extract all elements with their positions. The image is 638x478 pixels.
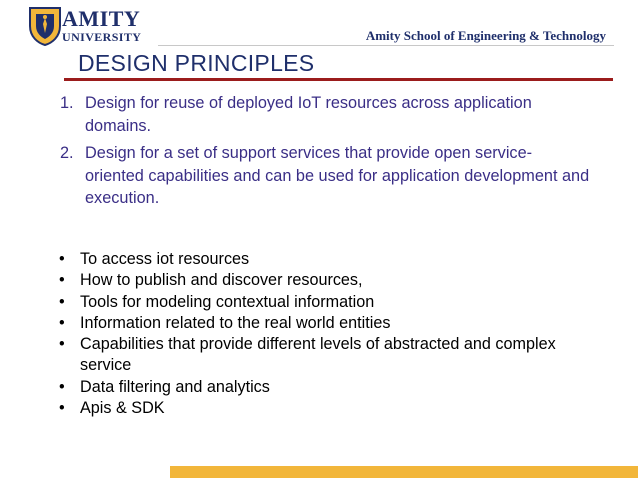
bullet-item <box>58 249 578 270</box>
bullet-text: Information related to the real world entities <box>80 313 391 332</box>
principle-text: Design for reuse of deployed IoT resources across application domains. <box>85 94 532 135</box>
principle-text: Design for a set of support services that provide open service-oriented capabilities and can be used for application development and execution. <box>85 144 590 207</box>
bullet-dot-icon: • <box>59 250 65 268</box>
bullet-text: To access iot resources <box>80 250 250 268</box>
amity-shield-icon <box>28 6 62 46</box>
bullet-item <box>58 270 578 291</box>
header-divider <box>158 45 614 46</box>
bullet-dot-icon: • <box>59 377 65 396</box>
logo-wordmark <box>62 8 141 43</box>
principle-number: 2. <box>60 144 74 162</box>
principle-item <box>60 142 590 210</box>
bullet-item <box>58 313 578 334</box>
bullet-text: Data filtering and analytics <box>80 377 270 396</box>
principle-item <box>60 92 590 137</box>
bullet-dot-icon: • <box>59 399 65 418</box>
bullet-item <box>58 377 578 398</box>
logo-line-university: UNIVERSITY <box>62 30 142 44</box>
slide-title: DESIGN PRINCIPLES <box>78 50 315 76</box>
bullet-dot-icon: • <box>59 271 65 290</box>
bullet-item <box>58 292 578 313</box>
footer-accent-bar <box>170 466 638 478</box>
bullet-dot-icon: • <box>59 313 65 332</box>
principle-number: 1. <box>60 94 74 112</box>
bullet-dot-icon: • <box>59 335 65 354</box>
bullet-text: Capabilities that provide different levels of abstracted and complex service <box>80 335 556 375</box>
bullet-item <box>58 398 578 419</box>
logo-line-amity: AMITY <box>62 6 141 31</box>
bullet-item <box>58 334 578 377</box>
bullet-text: How to publish and discover resources, <box>80 271 363 290</box>
principles-list <box>60 92 590 215</box>
bullet-text: Apis & SDK <box>80 399 165 418</box>
title-underline <box>64 78 613 81</box>
feature-bullet-list <box>58 249 578 419</box>
bullet-text: Tools for modeling contextual information <box>80 292 375 311</box>
bullet-dot-icon: • <box>59 292 65 311</box>
school-name: Amity School of Engineering & Technology <box>365 28 606 43</box>
